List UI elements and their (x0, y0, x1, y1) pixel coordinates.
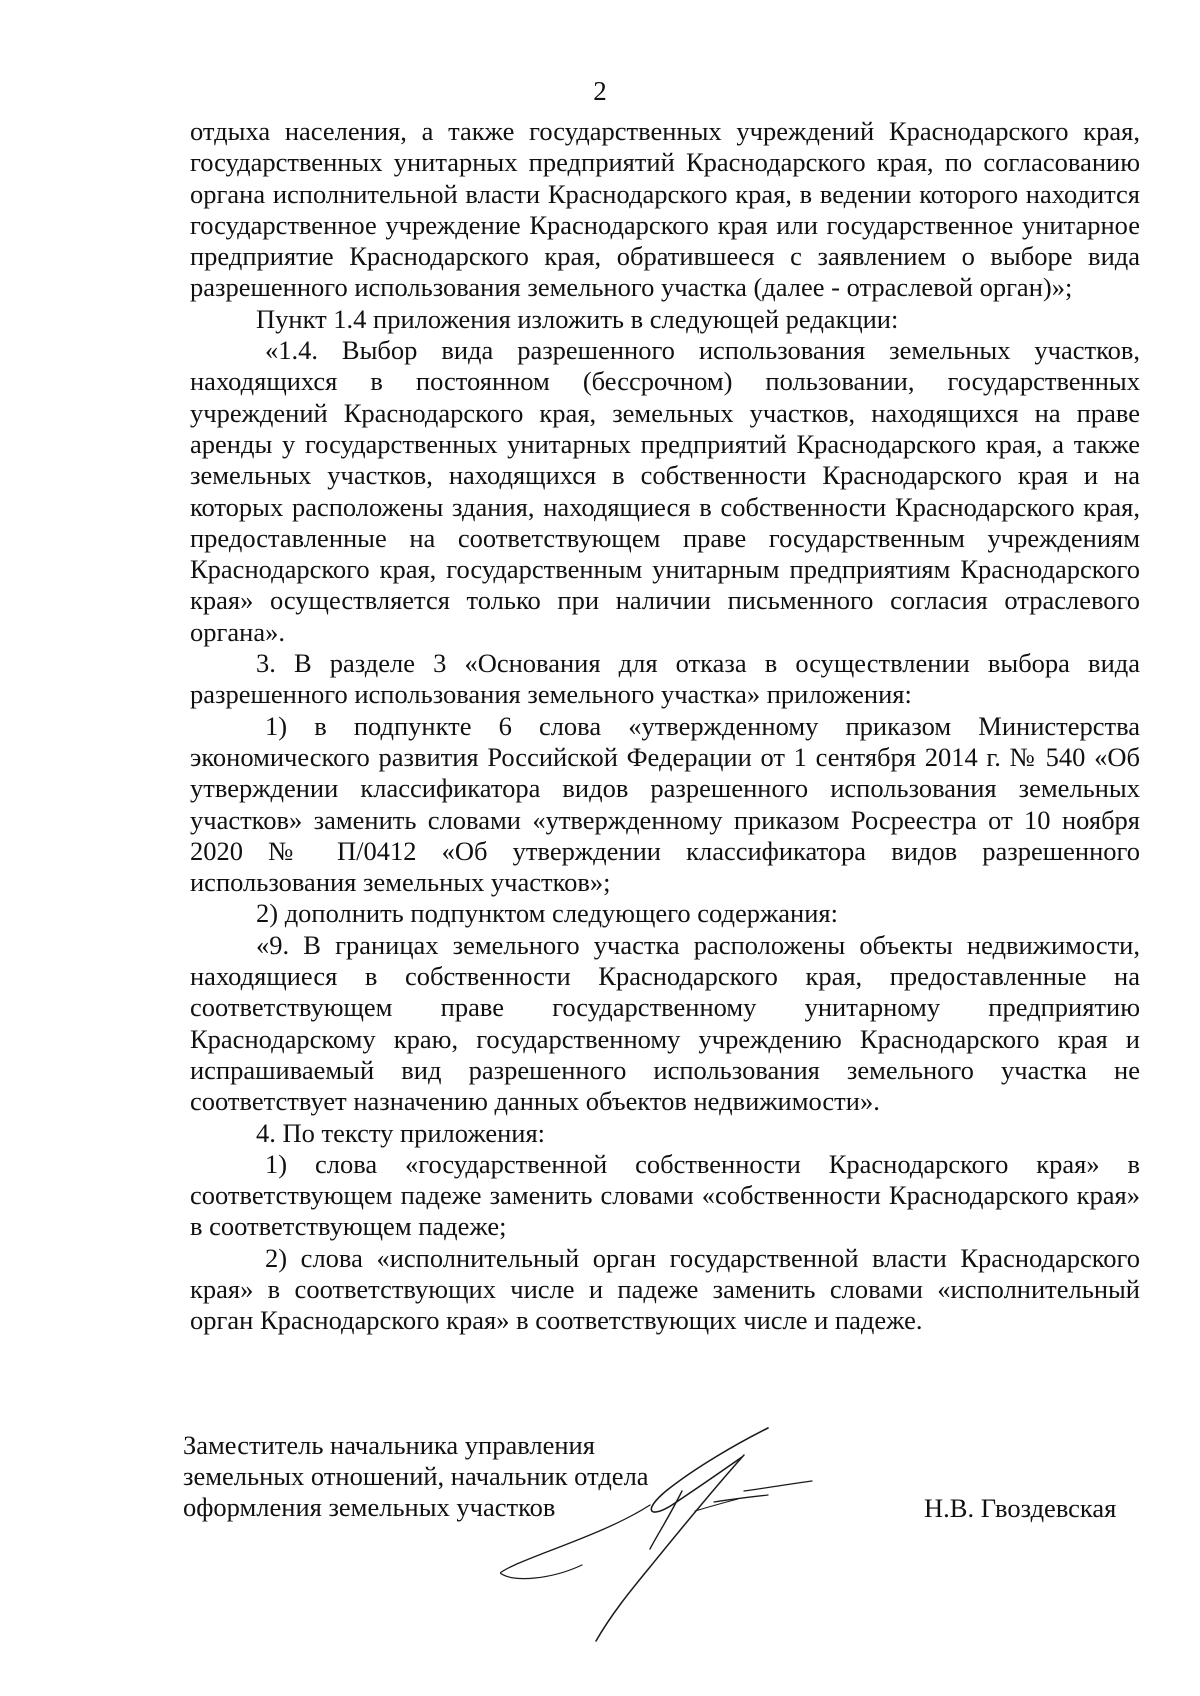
document-body (190, 116, 1140, 1337)
signatory-position-line: оформления земельных участков (183, 1492, 556, 1522)
paragraph-section-4: 4. По тексту приложения: (256, 1117, 546, 1148)
paragraph-section-4-item-2: 2) слова «исполнительный орган государственной власти Краснодарского края» в соответствующих числе и падеже заменить словами «исполнительный орган Краснодарского края» в соответствующих числе и падеже. (190, 1242, 1140, 1336)
handwritten-signature (500, 1395, 880, 1655)
paragraph-section-3-item-9: «9. В границах земельного участка расположены объекты недвижимости, находящиеся в собственности Краснодарского края, предоставленные на соответствующем праве государственному унитарному предприятию Краснодарскому краю, государственному учреждению Краснодарского края и испрашиваемый вид разрешенного использования земельного участка не соответствует назначению данных объектов недвижимости». (190, 929, 1140, 1117)
paragraph-clause-1-4-text: «1.4. Выбор вида разрешенного использования земельных участков, находящихся в постоянном (бессрочном) пользовании, государственных учреждений Краснодарского края, земельных участков, находящихся на праве аренды у государственных унитарных предприятий Краснодарского края, а также земельных участков, находящихся в собственности Краснодарского края и на которых расположены здания, находящиеся в собственности Краснодарского края, предоставленные на соответствующем праве государственным учреждениям Краснодарского края, государственным унитарным предприятиям Краснодарского края» осуществляется только при наличии письменного согласия отраслевого органа». (190, 335, 1140, 647)
paragraph-clause-1-4-intro: Пункт 1.4 приложения изложить в следующей редакции: (256, 303, 899, 334)
paragraph-section-3: 3. В разделе 3 «Основания для отказа в осуществлении выбора вида разрешенного использования земельного участка» приложения: (190, 648, 1140, 710)
page-number: 2 (593, 76, 607, 106)
paragraph-continuation: отдыха населения, а также государственных учреждений Краснодарского края, государственных унитарных предприятий Краснодарского края, по согласованию органа исполнительной власти Краснодарского края, в ведении которого находится государственное учреждение Краснодарского края или государственное унитарное предприятие Краснодарского края, обратившееся с заявлением о выборе вида разрешенного использования земельного участка (далее - отраслевой орган)»; (190, 116, 1140, 303)
paragraph-section-3-item-2: 2) дополнить подпунктом следующего содержания: (256, 898, 838, 929)
signatory-position-line: Заместитель начальника управления (183, 1430, 595, 1460)
paragraph-section-3-item-1: 1) в подпункте 6 слова «утвержденному приказом Министерства экономического развития Российской Федерации от 1 сентября 2014 г. № 540 «Об утверждении классификатора видов разрешенного использования земельных участков» заменить словами «утвержденному приказом Росреестра от 10 ноября 2020 № П/0412 «Об утверждении классификатора видов разрешенного использования земельных участков»; (190, 710, 1140, 898)
signatory-position-line: земельных отношений, начальник отдела (183, 1461, 649, 1491)
signatory-name: Н.В. Гвоздевская (924, 1493, 1117, 1523)
paragraph-section-4-item-1: 1) слова «государственной собственности Краснодарского края» в соответствующем падеже заменить словами «собственности Краснодарского края» в соответствующем падеже; (190, 1148, 1140, 1242)
